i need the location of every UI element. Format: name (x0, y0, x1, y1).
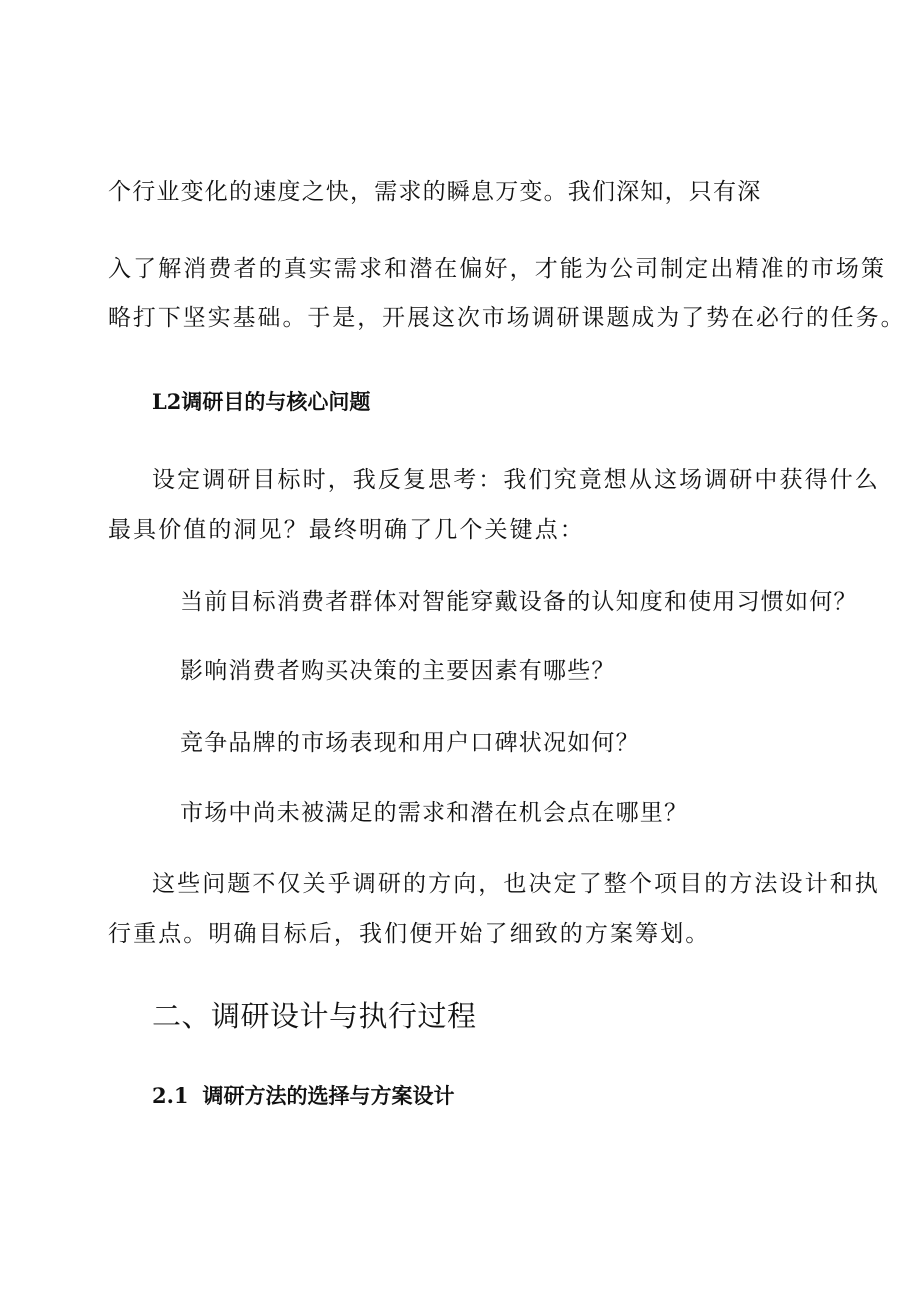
question-item: 当前目标消费者群体对智能穿戴设备的认知度和使用习惯如何？ (180, 589, 858, 615)
goal-line-2: 最具价值的洞见？最终明确了几个关键点： (108, 517, 585, 543)
conclusion-line-2: 行重点。明确目标后，我们便开始了细致的方案筹划。 (108, 921, 711, 947)
conclusion-line-1: 这些问题不仅关乎调研的方向，也决定了整个项目的方法设计和执 (152, 871, 880, 897)
question-item: 市场中尚未被满足的需求和潜在机会点在哪里？ (180, 800, 689, 826)
section-title: 调研目的与核心问题 (181, 390, 371, 414)
section-heading-1-2 (152, 387, 370, 417)
section-number: 2.1 (152, 1083, 189, 1108)
chapter-heading: 二、调研设计与执行过程 (152, 999, 477, 1033)
section-heading-2-1 (152, 1081, 455, 1111)
question-item: 影响消费者购买决策的主要因素有哪些？ (180, 658, 616, 684)
section-number: L2 (152, 389, 182, 414)
question-item: 竞争品牌的市场表现和用户口碑状况如何？ (180, 730, 640, 756)
intro-line-1: 个行业变化的速度之快，需求的瞬息万变。我们深知，只有深 (108, 179, 762, 205)
section-title: 调研方法的选择与方案设计 (202, 1084, 455, 1108)
goal-line-1: 设定调研目标时，我反复思考：我们究竟想从这场调研中获得什么 (152, 467, 880, 493)
intro-line-2: 入了解消费者的真实需求和潜在偏好，才能为公司制定出精准的市场策 (108, 256, 887, 282)
intro-line-3: 略打下坚实基础。于是，开展这次市场调研课题成为了势在必行的任务。 (108, 305, 906, 331)
